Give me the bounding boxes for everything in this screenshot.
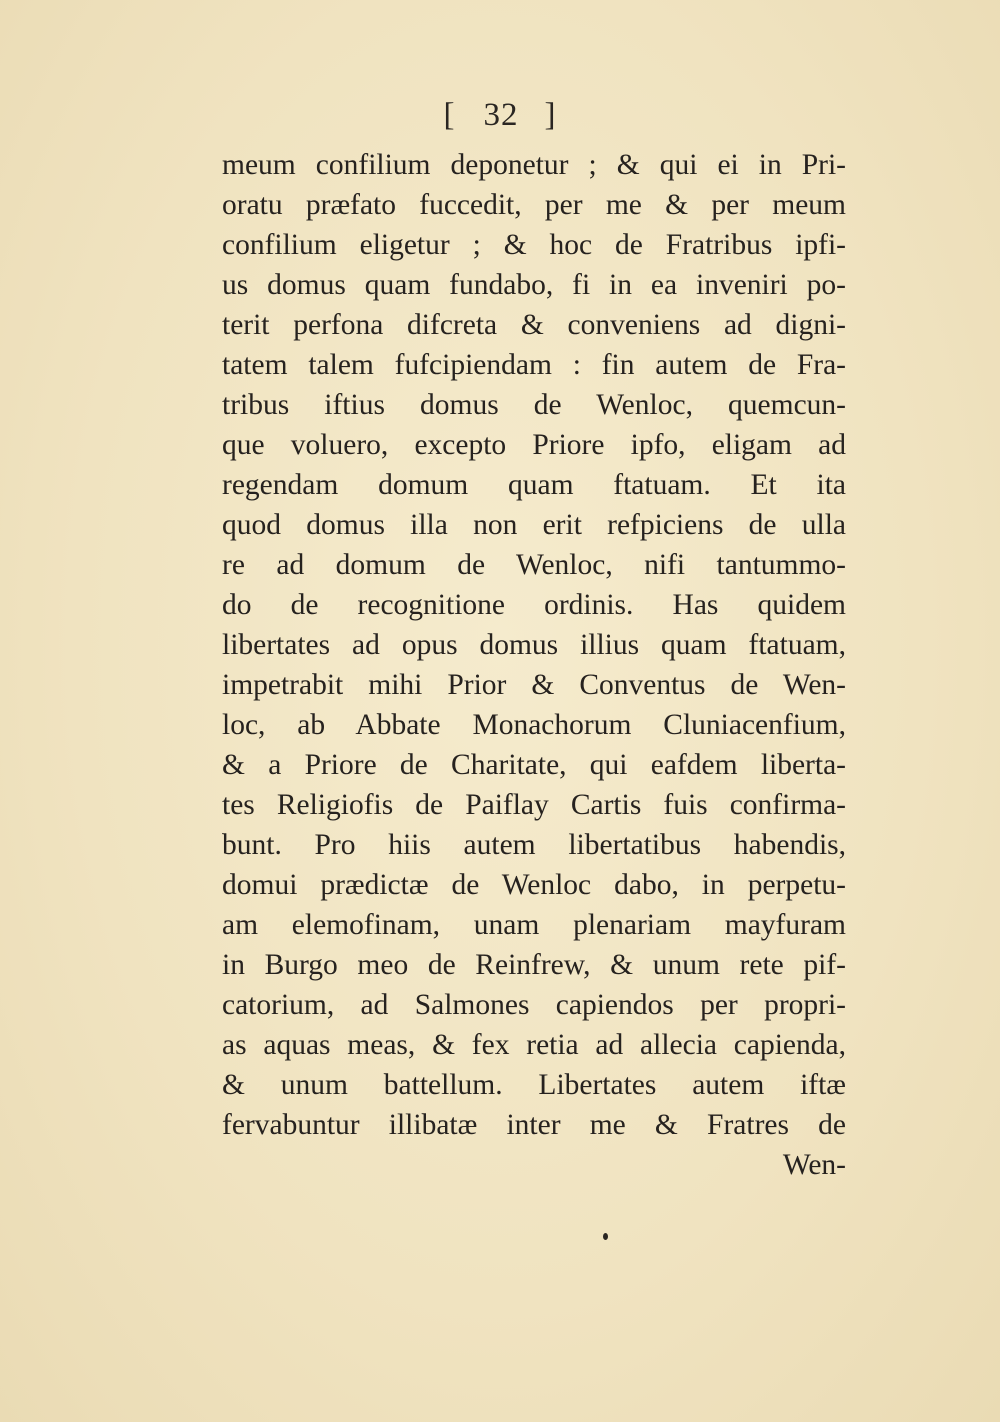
text-line: do de recognitione ordinis. Has quidem: [222, 589, 846, 621]
text-line: re ad domum de Wenloc, nifi tantummo-: [222, 549, 846, 581]
page-number: 32: [483, 97, 519, 133]
text-line: impetrabit mihi Prior & Conventus de Wen-: [222, 669, 846, 701]
header-bracket-left: [: [443, 97, 456, 133]
text-line: oratu præfato fuccedit, per me & per meum: [222, 189, 846, 221]
text-line: terit perfona difcreta & conveniens ad digni-: [222, 309, 846, 341]
text-line: tes Religiofis de Paiflay Cartis fuis confirma-: [222, 789, 846, 821]
text-line: & a Priore de Charitate, qui eafdem liberta-: [222, 749, 846, 781]
text-line: domui prædictæ de Wenloc dabo, in perpetu-: [222, 869, 846, 901]
text-line: in Burgo meo de Reinfrew, & unum rete pif-: [222, 949, 846, 981]
page-header: [0, 93, 1000, 137]
text-line: bunt. Pro hiis autem libertatibus habendis,: [222, 829, 846, 861]
text-line: & unum battellum. Libertates autem iftæ: [222, 1069, 846, 1101]
text-line: as aquas meas, & fex retia ad allecia capienda,: [222, 1029, 846, 1061]
text-line: libertates ad opus domus illius quam ftatuam,: [222, 629, 846, 661]
body-text: [222, 145, 846, 1185]
text-line: tribus iftius domus de Wenloc, quemcun-: [222, 389, 846, 421]
text-line: confilium eligetur ; & hoc de Fratribus ipfi-: [222, 229, 846, 261]
catchword: Wen-: [782, 1149, 846, 1181]
text-line: regendam domum quam ftatuam. Et ita: [222, 469, 846, 501]
text-line: meum confilium deponetur ; & qui ei in Pri-: [222, 149, 846, 181]
header-bracket-right: ]: [544, 97, 557, 133]
text-line: que voluero, excepto Priore ipfo, eligam ad: [222, 429, 846, 461]
text-line: fervabuntur illibatæ inter me & Fratres de: [222, 1109, 846, 1141]
text-line: us domus quam fundabo, fi in ea inveniri po-: [222, 269, 846, 301]
text-line: am elemofinam, unam plenariam mayfuram: [222, 909, 846, 941]
ink-dot: [603, 1233, 608, 1240]
text-line: catorium, ad Salmones capiendos per propri-: [222, 989, 846, 1021]
text-line: quod domus illa non erit refpiciens de ulla: [222, 509, 846, 541]
text-line: tatem talem fufcipiendam : fin autem de Fra-: [222, 349, 846, 381]
text-line: loc, ab Abbate Monachorum Cluniacenfium,: [222, 709, 846, 741]
